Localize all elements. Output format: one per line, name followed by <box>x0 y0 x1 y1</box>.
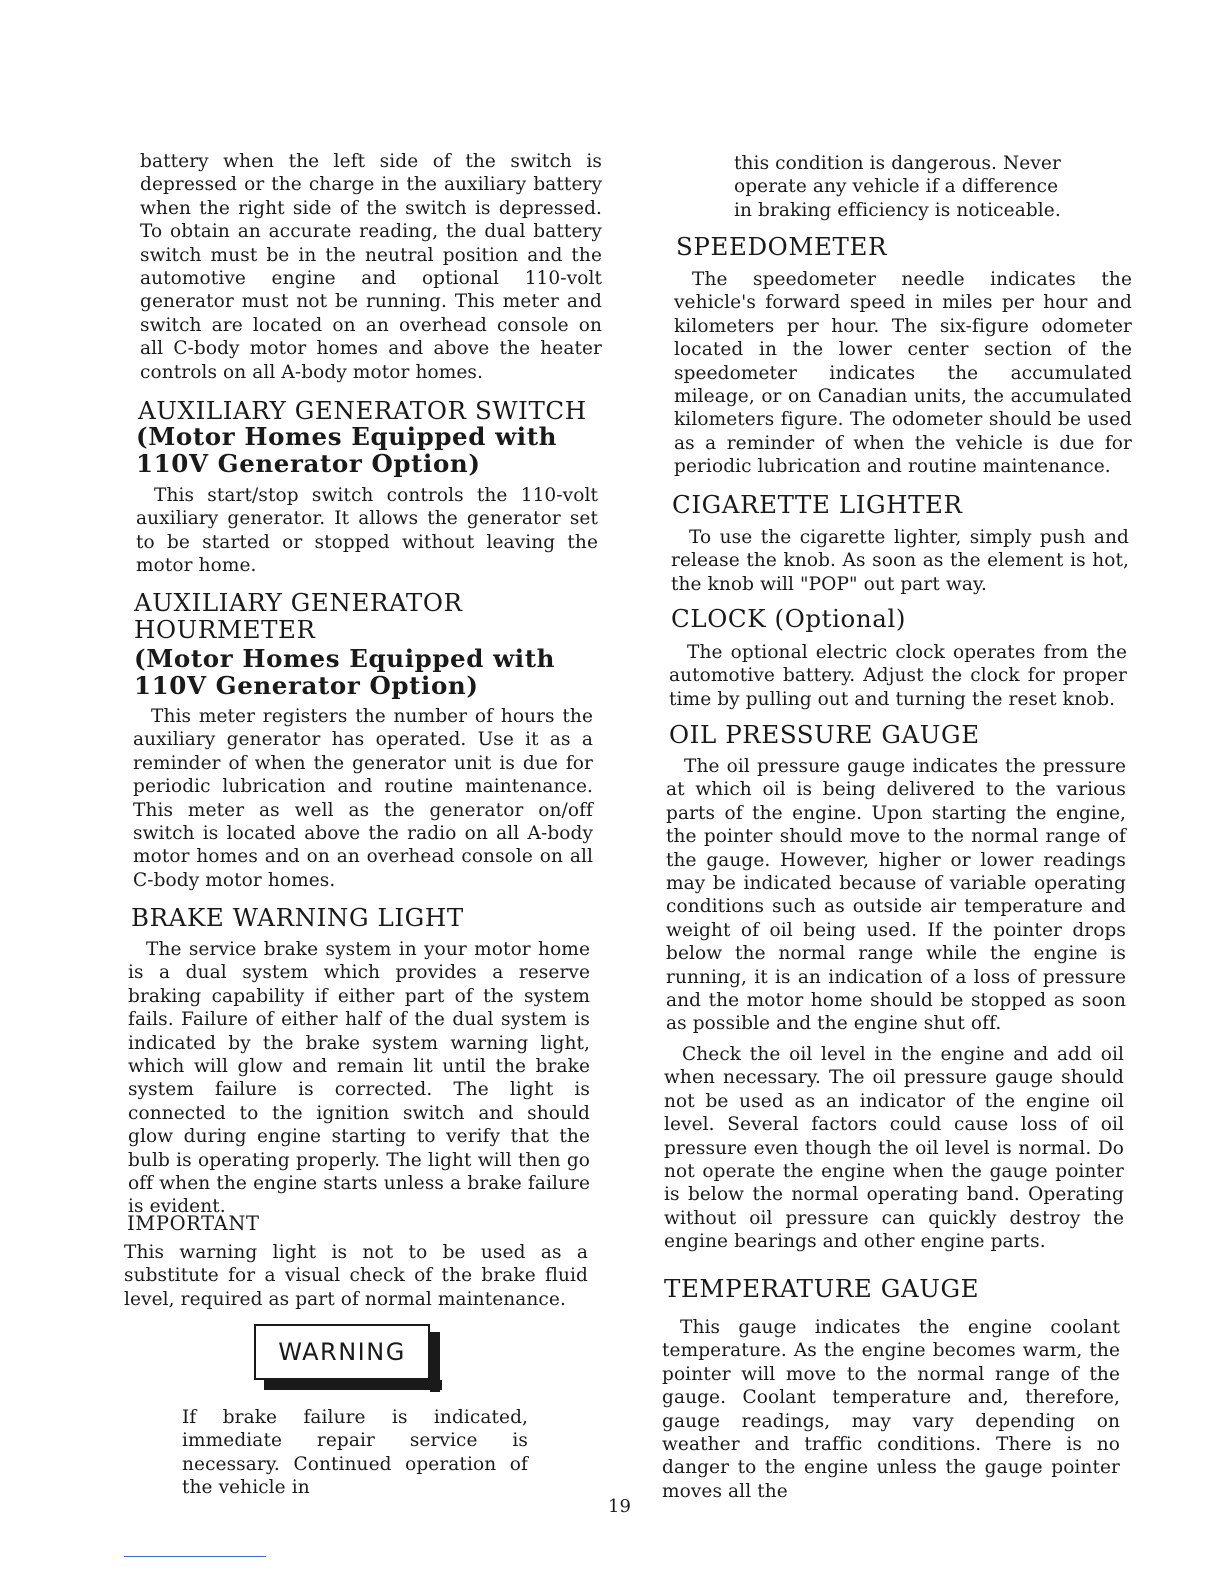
important-label: IMPORTANT <box>127 1212 260 1235</box>
temperature-body: This gauge indicates the engine coolant temperature. As the engine becomes warm, the pointer will move to the normal range of the gauge. Coolant temperature and, therefore, gauge readings, may vary depending on weather and traffic conditions. There is no danger to the engine unless the gauge pointer moves all the <box>662 1317 1120 1502</box>
important-body: This warning light is not to be used as a substitute for a visual check of the brake fluid level, required as part of normal maintenance. <box>124 1242 588 1310</box>
speedometer-body: The speedometer needle indicates the vehicle's forward speed in miles per hour and kilometers per hour. The six-figure odometer located in the lower center section of the speedometer indicates the accumulated mileage, or on Canadian units, the accumulated kilometers figure. The odometer should be used as a reminder of when the vehicle is due for periodic lubrication and routine maintenance. <box>674 269 1132 478</box>
aux-switch-heading: AUXILIARY GENERATOR SWITCH <box>138 396 587 425</box>
warning-label: WARNING <box>278 1338 406 1366</box>
aux-switch-body: This start/stop switch controls the 110-volt auxiliary generator. It allows the generator set to be started or stopped without leaving the motor home. <box>136 485 598 577</box>
clock-body: The optional electric clock operates from the automotive battery. Adjust the clock for proper time by pulling out and turning the reset knob. <box>669 642 1127 710</box>
aux-hourmeter-subheading: (Motor Homes Equipped with 110V Generator Option) <box>134 644 556 700</box>
oil-pressure-body-1: The oil pressure gauge indicates the pressure at which oil is being delivered to the various parts of the engine. Upon starting the engine, the pointer should move to the normal range of the gauge. However, higher or lower readings may be indicated because of variable operating conditions such as outside air temperature and weight of oil being used. If the pointer drops below the normal range while the engine is running, it is an indication of a loss of pressure and the motor home should be stopped as soon as possible and the engine shut off. <box>666 756 1126 1035</box>
warning-body: If brake failure is indicated, immediate repair service is necessary. Continued operation of the vehicle in <box>182 1407 528 1499</box>
warning-badge <box>254 1324 430 1380</box>
temperature-heading: TEMPERATURE GAUGE <box>664 1274 980 1303</box>
aux-switch-subheading: (Motor Homes Equipped with 110V Generator Option) <box>136 422 558 478</box>
brake-warning-heading: BRAKE WARNING LIGHT <box>131 903 464 932</box>
page-number: 19 <box>608 1496 631 1517</box>
oil-pressure-body-2: Check the oil level in the engine and add oil when necessary. The oil pressure gauge should not be used as an indicator of the engine oil level. Several factors could cause loss of oil pressure even though the oil level is normal. Do not operate the engine when the gauge pointer is below the normal operating band. Operating without oil pressure can quickly destroy the engine bearings and other engine parts. <box>664 1044 1124 1253</box>
aux-hourmeter-body: This meter registers the number of hours the auxiliary generator has operated. Use it as a reminder of when the generator unit is due for periodic lubrication and routine maintenance. This meter as well as the generator on/off switch is located above the radio on all A-body motor homes and on an overhead console on all C-body motor homes. <box>133 706 593 891</box>
clock-heading: CLOCK (Optional) <box>671 604 907 633</box>
warning-continued: this condition is dangerous. Never operate any vehicle if a difference in braking efficiency is noticeable. <box>734 153 1061 221</box>
intro-paragraph: battery when the left side of the switch is depressed or the charge in the auxiliary battery when the right side of the switch is depressed. To obtain an accurate reading, the dual battery switch must be in the neutral position and the automotive engine and optional 110-volt generator must not be running. This meter and switch are located on an overhead console on all C-body motor homes and above the heater controls on all A-body motor homes. <box>140 151 602 383</box>
cigarette-lighter-body: To use the cigarette lighter, simply push and release the knob. As soon as the element is hot, the knob will "POP" out part way. <box>671 527 1129 595</box>
aux-hourmeter-heading: AUXILIARY GENERATOR HOURMETER <box>134 588 463 644</box>
oil-pressure-heading: OIL PRESSURE GAUGE <box>669 720 980 749</box>
footer-rule <box>124 1556 266 1557</box>
warning-badge-shadow <box>264 1380 442 1390</box>
brake-warning-body: The service brake system in your motor home is a dual system which provides a reserve braking capability if either part of the system fails. Failure of either half of the dual system is indicated by the brake system warning light, which will glow and remain lit until the brake system failure is corrected. The light is connected to the ignition switch and should glow during engine starting to verify that the bulb is operating properly. The light will then go off when the engine starts unless a brake failure is evident. <box>128 939 590 1218</box>
speedometer-heading: SPEEDOMETER <box>676 232 888 261</box>
cigarette-lighter-heading: CIGARETTE LIGHTER <box>672 490 963 519</box>
